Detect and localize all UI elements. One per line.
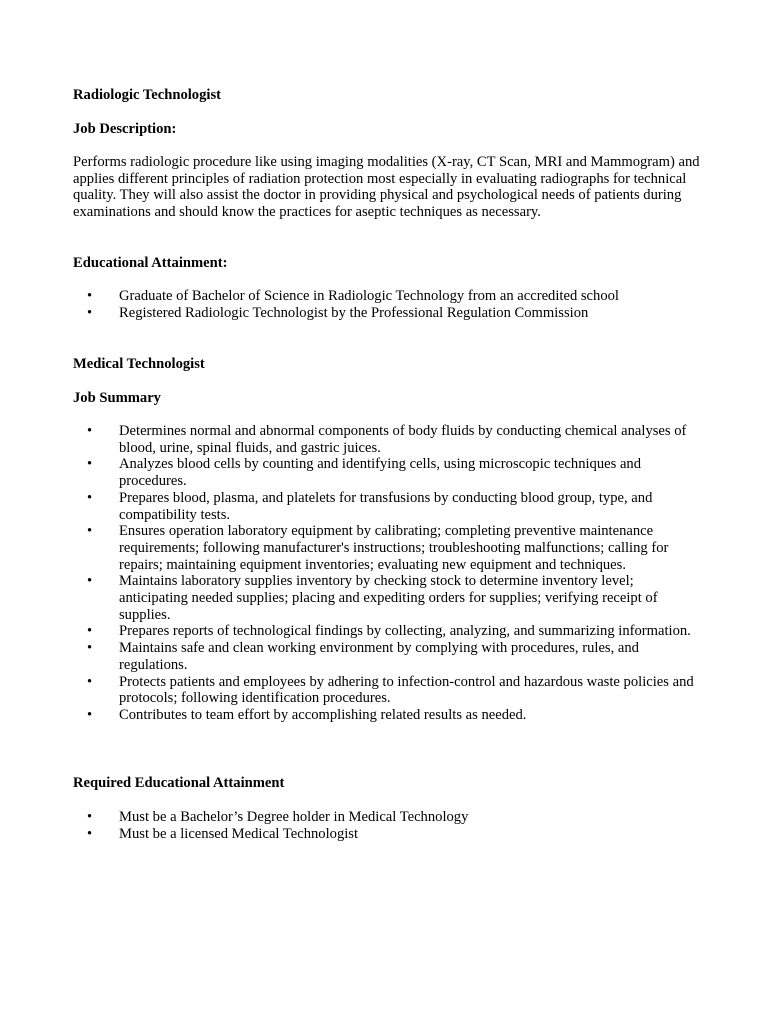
list-item: • Registered Radiologic Technologist by the Professional Regulation Commission <box>87 304 589 321</box>
list-item: • Analyzes blood cells by counting and identifying cells, using microscopic techniques and procedures. <box>87 456 642 490</box>
list-item: • Must be a licensed Medical Technologist <box>87 825 359 842</box>
bullet-icon: • <box>87 673 93 690</box>
job-summary-list <box>73 423 703 724</box>
bullet-icon: • <box>87 809 93 825</box>
section-title-medical: Medical Technologist <box>73 356 205 372</box>
list-item: • Protects patients and employees by adhering to infection-control and hazardous waste policies and protocols; following identification procedures. <box>87 673 694 707</box>
bullet-icon: • <box>87 423 93 439</box>
job-description-heading: Job Description: <box>73 121 177 137</box>
bullet-icon: • <box>87 825 93 842</box>
educational-attainment-heading: Educational Attainment: <box>73 255 228 271</box>
bullet-icon: • <box>87 640 93 657</box>
bullet-icon: • <box>87 489 93 506</box>
bullet-icon: • <box>87 288 93 304</box>
list-item: • Maintains safe and clean working environment by complying with procedures, rules, and regulations. <box>87 640 639 673</box>
bullet-icon: • <box>87 304 93 321</box>
list-item: • Contributes to team effort by accomplishing related results as needed. <box>87 706 527 723</box>
bullet-icon: • <box>87 523 93 540</box>
bullet-icon: • <box>87 706 93 723</box>
educational-attainment-list <box>73 288 703 321</box>
list-item: • Maintains laboratory supplies inventory by checking stock to determine inventory level; anticipating needed supplies; placing and expediting orders for supplies; verifying receipt of supplies. <box>87 573 658 623</box>
bullet-icon: • <box>87 573 93 590</box>
list-item: • Ensures operation laboratory equipment by calibrating; completing preventive maintenance requirements; following manufacturer's instructions; troubleshooting malfunctions; calling for repairs; maintaining equipment inventories; evaluating new equipment and techniques. <box>87 523 669 573</box>
job-summary-heading: Job Summary <box>73 390 161 406</box>
section-title-radiologic: Radiologic Technologist <box>73 87 221 103</box>
required-education-heading: Required Educational Attainment <box>73 775 285 791</box>
bullet-icon: • <box>87 456 93 473</box>
list-item: • Prepares blood, plasma, and platelets for transfusions by conducting blood group, type, and compatibility tests. <box>87 489 653 523</box>
job-description-text: Performs radiologic procedure like using imaging modalities (X-ray, CT Scan, MRI and Mammogram) and applies different principles of radiation protection most especially in evaluating radiographs for technical quality. They will also assist the doctor in providing physical and psychological needs of patients during examinations and should know the practices for aseptic techniques as necessary. <box>73 154 700 221</box>
bullet-icon: • <box>87 623 93 640</box>
list-item: • Graduate of Bachelor of Science in Radiologic Technology from an accredited school <box>87 288 619 304</box>
list-item: • Prepares reports of technological findings by collecting, analyzing, and summarizing information. <box>87 623 691 640</box>
list-item: • Must be a Bachelor’s Degree holder in Medical Technology <box>87 809 469 825</box>
required-education-list <box>73 809 703 842</box>
list-item: • Determines normal and abnormal components of body fluids by conducting chemical analyses of blood, urine, spinal fluids, and gastric juices. <box>87 423 687 456</box>
